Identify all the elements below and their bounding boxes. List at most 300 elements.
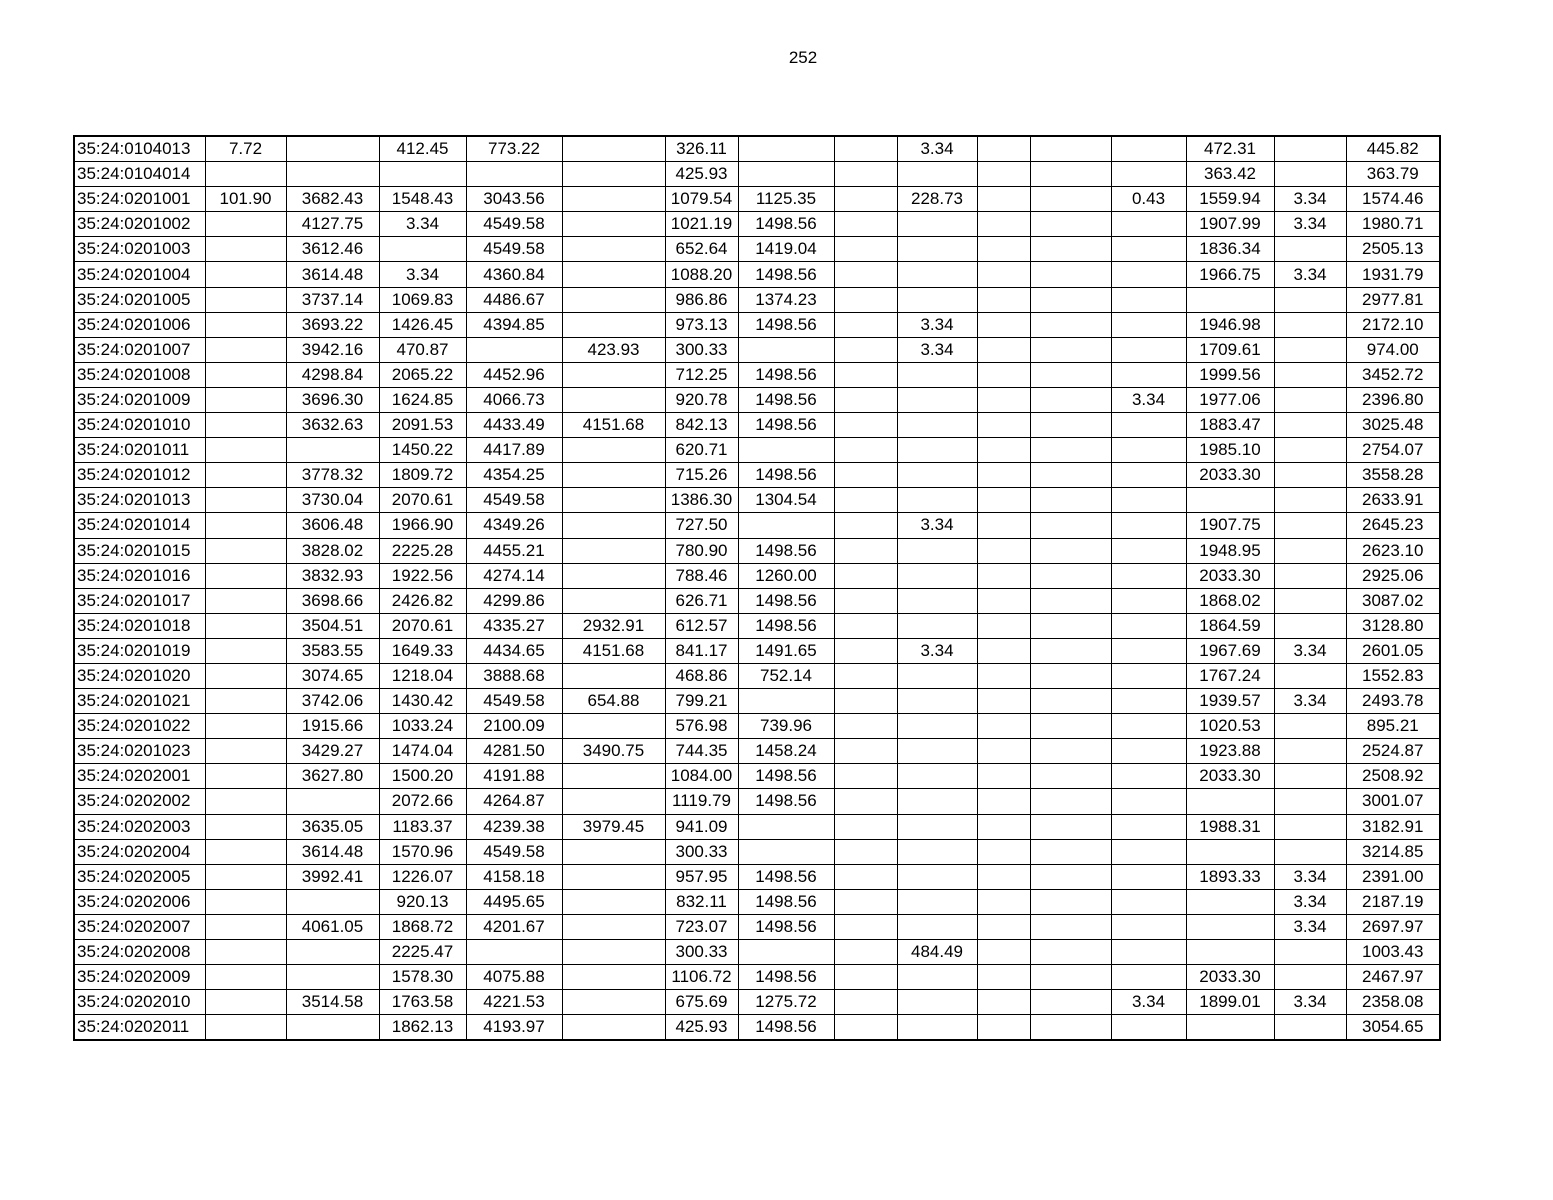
table-cell: 2524.87 [1346, 739, 1440, 764]
table-cell: 3.34 [1274, 889, 1346, 914]
table-cell: 752.14 [738, 663, 834, 688]
table-cell [286, 162, 379, 187]
table-cell [205, 839, 286, 864]
table-cell [1111, 413, 1186, 438]
table-cell [205, 387, 286, 412]
table-cell: 3682.43 [286, 187, 379, 212]
table-row [74, 965, 1440, 990]
table-cell: 2187.19 [1346, 889, 1440, 914]
table-cell: 4264.87 [466, 789, 562, 814]
table-row [74, 337, 1440, 362]
table-cell: 626.71 [665, 588, 738, 613]
table-cell [1274, 387, 1346, 412]
table-cell [1030, 588, 1111, 613]
table-cell: 1498.56 [738, 262, 834, 287]
table-cell: 4394.85 [466, 312, 562, 337]
table-cell [977, 889, 1030, 914]
table-cell: 1079.54 [665, 187, 738, 212]
table-cell: 1923.88 [1186, 739, 1274, 764]
table-cell [1186, 488, 1274, 513]
table-cell: 423.93 [562, 337, 665, 362]
table-cell [1274, 588, 1346, 613]
table-cell [205, 212, 286, 237]
table-cell: 2070.61 [379, 613, 466, 638]
table-cell [897, 965, 977, 990]
table-cell [1030, 237, 1111, 262]
table-cell [1274, 965, 1346, 990]
table-cell: 842.13 [665, 413, 738, 438]
table-cell: 2623.10 [1346, 538, 1440, 563]
table-cell [205, 588, 286, 613]
table-cell [562, 563, 665, 588]
table-cell [834, 990, 897, 1015]
table-cell: 4549.58 [466, 212, 562, 237]
cadastral-id-cell: 35:24:0201021 [74, 689, 205, 714]
table-cell [205, 513, 286, 538]
table-cell: 1498.56 [738, 764, 834, 789]
table-cell [977, 563, 1030, 588]
table-cell: 712.25 [665, 362, 738, 387]
cadastral-id-cell: 35:24:0202003 [74, 814, 205, 839]
table-cell [834, 689, 897, 714]
table-cell [1274, 814, 1346, 839]
cadastral-id-cell: 35:24:0202011 [74, 1015, 205, 1041]
cadastral-id-cell: 35:24:0202010 [74, 990, 205, 1015]
table-cell [1274, 764, 1346, 789]
table-cell: 1864.59 [1186, 613, 1274, 638]
table-cell: 7.72 [205, 136, 286, 162]
table-cell: 1966.75 [1186, 262, 1274, 287]
cadastral-id-cell: 35:24:0202008 [74, 940, 205, 965]
table-cell: 1883.47 [1186, 413, 1274, 438]
table-cell: 1868.02 [1186, 588, 1274, 613]
table-cell: 3074.65 [286, 663, 379, 688]
cadastral-id-cell: 35:24:0202007 [74, 914, 205, 939]
cadastral-id-cell: 35:24:0202005 [74, 864, 205, 889]
table-cell [1030, 914, 1111, 939]
table-row [74, 387, 1440, 412]
table-cell [1111, 513, 1186, 538]
table-row [74, 463, 1440, 488]
table-cell [1274, 613, 1346, 638]
table-cell [1111, 1015, 1186, 1041]
table-cell: 1498.56 [738, 588, 834, 613]
table-cell: 1862.13 [379, 1015, 466, 1041]
cadastral-id-cell: 35:24:0201022 [74, 714, 205, 739]
table-cell: 1033.24 [379, 714, 466, 739]
table-cell [1111, 312, 1186, 337]
table-cell: 3583.55 [286, 638, 379, 663]
table-cell: 4417.89 [466, 438, 562, 463]
table-cell: 468.86 [665, 663, 738, 688]
table-cell [977, 764, 1030, 789]
table-row [74, 312, 1440, 337]
table-cell [834, 739, 897, 764]
table-cell [897, 689, 977, 714]
table-cell [1111, 212, 1186, 237]
table-cell: 4434.65 [466, 638, 562, 663]
table-cell [562, 262, 665, 287]
table-cell: 425.93 [665, 1015, 738, 1041]
table-cell: 2633.91 [1346, 488, 1440, 513]
table-cell [834, 663, 897, 688]
table-cell [205, 914, 286, 939]
table-cell: 841.17 [665, 638, 738, 663]
table-cell [286, 438, 379, 463]
table-cell: 652.64 [665, 237, 738, 262]
table-cell [1111, 764, 1186, 789]
table-cell: 832.11 [665, 889, 738, 914]
table-cell [1030, 362, 1111, 387]
table-cell [834, 889, 897, 914]
table-row [74, 839, 1440, 864]
table-cell [1111, 663, 1186, 688]
table-cell [897, 488, 977, 513]
table-row [74, 262, 1440, 287]
table-cell [897, 714, 977, 739]
table-cell [1274, 714, 1346, 739]
cadastral-id-cell: 35:24:0202002 [74, 789, 205, 814]
table-cell: 3828.02 [286, 538, 379, 563]
table-cell [1030, 212, 1111, 237]
table-cell [562, 287, 665, 312]
table-cell [205, 864, 286, 889]
cadastral-id-cell: 35:24:0201002 [74, 212, 205, 237]
table-body [74, 136, 1440, 1040]
cadastral-id-cell: 35:24:0201020 [74, 663, 205, 688]
table-cell [205, 563, 286, 588]
table-cell: 3182.91 [1346, 814, 1440, 839]
table-cell [205, 463, 286, 488]
table-row [74, 212, 1440, 237]
table-cell: 3429.27 [286, 739, 379, 764]
table-cell [1274, 337, 1346, 362]
table-cell [1030, 563, 1111, 588]
table-cell: 4349.26 [466, 513, 562, 538]
table-cell [738, 839, 834, 864]
table-cell [1274, 663, 1346, 688]
table-cell [897, 814, 977, 839]
table-cell [834, 965, 897, 990]
table-cell: 1498.56 [738, 914, 834, 939]
table-cell: 2033.30 [1186, 965, 1274, 990]
table-cell [834, 212, 897, 237]
table-cell: 576.98 [665, 714, 738, 739]
table-row [74, 914, 1440, 939]
table-cell [834, 337, 897, 362]
table-cell [1111, 814, 1186, 839]
table-cell [977, 212, 1030, 237]
table-cell [834, 789, 897, 814]
table-cell: 1709.61 [1186, 337, 1274, 362]
table-cell: 1552.83 [1346, 663, 1440, 688]
cadastral-id-cell: 35:24:0201018 [74, 613, 205, 638]
table-cell [977, 362, 1030, 387]
table-cell: 1868.72 [379, 914, 466, 939]
table-cell: 472.31 [1186, 136, 1274, 162]
table-cell [897, 438, 977, 463]
cadastral-id-cell: 35:24:0201001 [74, 187, 205, 212]
table-row [74, 714, 1440, 739]
table-cell [834, 387, 897, 412]
table-cell [1111, 162, 1186, 187]
table-row [74, 162, 1440, 187]
table-cell: 3992.41 [286, 864, 379, 889]
table-cell [834, 237, 897, 262]
table-cell [834, 136, 897, 162]
table-row [74, 362, 1440, 387]
table-cell: 1985.10 [1186, 438, 1274, 463]
table-cell: 4151.68 [562, 638, 665, 663]
table-cell [834, 362, 897, 387]
cadastral-id-cell: 35:24:0201007 [74, 337, 205, 362]
table-cell: 4061.05 [286, 914, 379, 939]
table-cell: 445.82 [1346, 136, 1440, 162]
table-cell: 300.33 [665, 337, 738, 362]
table-cell [562, 187, 665, 212]
cadastral-id-cell: 35:24:0201014 [74, 513, 205, 538]
table-cell [1274, 162, 1346, 187]
table-cell [562, 362, 665, 387]
table-cell: 920.13 [379, 889, 466, 914]
table-cell: 920.78 [665, 387, 738, 412]
table-cell [1111, 262, 1186, 287]
table-cell [738, 438, 834, 463]
table-cell: 3.34 [1274, 187, 1346, 212]
table-cell: 3614.48 [286, 262, 379, 287]
table-cell [834, 764, 897, 789]
cadastral-id-cell: 35:24:0104014 [74, 162, 205, 187]
table-cell [205, 990, 286, 1015]
table-cell: 2977.81 [1346, 287, 1440, 312]
cadastral-id-cell: 35:24:0201023 [74, 739, 205, 764]
table-cell [897, 563, 977, 588]
table-cell [1274, 839, 1346, 864]
table-cell [562, 1015, 665, 1041]
table-cell: 4549.58 [466, 237, 562, 262]
table-row [74, 187, 1440, 212]
table-cell: 780.90 [665, 538, 738, 563]
table-cell: 3.34 [897, 136, 977, 162]
table-cell [738, 337, 834, 362]
table-cell [562, 312, 665, 337]
table-cell [286, 1015, 379, 1041]
table-cell: 3737.14 [286, 287, 379, 312]
table-cell [1030, 663, 1111, 688]
table-cell [205, 438, 286, 463]
table-cell [1111, 463, 1186, 488]
table-row [74, 739, 1440, 764]
table-cell [977, 312, 1030, 337]
table-cell [1186, 914, 1274, 939]
table-row [74, 990, 1440, 1015]
table-cell: 744.35 [665, 739, 738, 764]
table-cell: 1498.56 [738, 463, 834, 488]
table-cell [977, 689, 1030, 714]
table-cell [1274, 488, 1346, 513]
table-cell [834, 513, 897, 538]
table-cell [897, 764, 977, 789]
table-cell: 654.88 [562, 689, 665, 714]
table-cell: 1088.20 [665, 262, 738, 287]
table-cell: 4066.73 [466, 387, 562, 412]
table-cell: 2396.80 [1346, 387, 1440, 412]
table-row [74, 663, 1440, 688]
table-cell [834, 438, 897, 463]
table-cell: 1578.30 [379, 965, 466, 990]
table-cell: 1430.42 [379, 689, 466, 714]
table-cell [1030, 538, 1111, 563]
table-cell [205, 889, 286, 914]
table-cell [379, 237, 466, 262]
table-cell: 2225.47 [379, 940, 466, 965]
table-cell [1030, 463, 1111, 488]
table-cell: 1767.24 [1186, 663, 1274, 688]
table-cell: 1498.56 [738, 312, 834, 337]
table-cell: 3504.51 [286, 613, 379, 638]
table-cell: 3514.58 [286, 990, 379, 1015]
table-cell [1030, 689, 1111, 714]
table-row [74, 689, 1440, 714]
table-cell: 3742.06 [286, 689, 379, 714]
cadastral-id-cell: 35:24:0201005 [74, 287, 205, 312]
table-cell [977, 187, 1030, 212]
table-cell [562, 940, 665, 965]
table-cell [1274, 513, 1346, 538]
table-cell: 2070.61 [379, 488, 466, 513]
table-cell: 4221.53 [466, 990, 562, 1015]
table-cell [1111, 714, 1186, 739]
table-cell [1030, 162, 1111, 187]
table-cell: 4239.38 [466, 814, 562, 839]
table-cell [977, 613, 1030, 638]
table-cell [1030, 965, 1111, 990]
table-cell [977, 287, 1030, 312]
table-cell [977, 789, 1030, 814]
table-cell: 425.93 [665, 162, 738, 187]
table-cell [834, 638, 897, 663]
table-cell: 412.45 [379, 136, 466, 162]
table-cell: 3025.48 [1346, 413, 1440, 438]
table-cell [1111, 864, 1186, 889]
table-row [74, 764, 1440, 789]
table-cell: 3087.02 [1346, 588, 1440, 613]
table-cell: 4151.68 [562, 413, 665, 438]
table-cell: 675.69 [665, 990, 738, 1015]
table-cell [834, 287, 897, 312]
table-cell [1274, 789, 1346, 814]
table-cell: 941.09 [665, 814, 738, 839]
table-cell [1111, 789, 1186, 814]
table-cell: 1069.83 [379, 287, 466, 312]
table-cell [897, 914, 977, 939]
table-cell [834, 1015, 897, 1041]
table-cell [562, 538, 665, 563]
table-cell [977, 413, 1030, 438]
table-cell [205, 337, 286, 362]
table-cell: 1374.23 [738, 287, 834, 312]
table-cell: 1624.85 [379, 387, 466, 412]
table-row [74, 488, 1440, 513]
table-cell [1111, 638, 1186, 663]
table-cell [834, 914, 897, 939]
table-cell: 3696.30 [286, 387, 379, 412]
table-cell [562, 387, 665, 412]
table-cell [1111, 739, 1186, 764]
table-cell: 4335.27 [466, 613, 562, 638]
table-cell: 3942.16 [286, 337, 379, 362]
table-cell: 1948.95 [1186, 538, 1274, 563]
table-cell [834, 613, 897, 638]
table-cell [1111, 689, 1186, 714]
table-cell [562, 990, 665, 1015]
table-cell: 715.26 [665, 463, 738, 488]
table-cell [1030, 839, 1111, 864]
table-cell [1274, 563, 1346, 588]
table-cell: 4158.18 [466, 864, 562, 889]
table-cell [1111, 563, 1186, 588]
table-cell [562, 914, 665, 939]
table-cell [1030, 613, 1111, 638]
table-cell: 1548.43 [379, 187, 466, 212]
table-cell: 1907.75 [1186, 513, 1274, 538]
table-cell: 2645.23 [1346, 513, 1440, 538]
table-cell: 1498.56 [738, 212, 834, 237]
table-cell [205, 237, 286, 262]
table-cell: 4452.96 [466, 362, 562, 387]
table-cell [1186, 839, 1274, 864]
table-cell: 3693.22 [286, 312, 379, 337]
table-cell [897, 739, 977, 764]
table-cell [205, 312, 286, 337]
table-cell [977, 864, 1030, 889]
table-cell: 1498.56 [738, 1015, 834, 1041]
table-cell: 1931.79 [1346, 262, 1440, 287]
table-cell [205, 940, 286, 965]
cadastral-id-cell: 35:24:0202004 [74, 839, 205, 864]
table-cell: 3.34 [1111, 990, 1186, 1015]
table-cell [738, 136, 834, 162]
table-cell [977, 739, 1030, 764]
table-cell: 2033.30 [1186, 463, 1274, 488]
table-cell: 1809.72 [379, 463, 466, 488]
table-cell: 1021.19 [665, 212, 738, 237]
table-cell: 1915.66 [286, 714, 379, 739]
table-cell [1030, 136, 1111, 162]
table-cell [977, 538, 1030, 563]
table-cell [1030, 1015, 1111, 1041]
table-cell [1030, 739, 1111, 764]
table-cell [1274, 136, 1346, 162]
table-cell: 1474.04 [379, 739, 466, 764]
table-cell [1030, 513, 1111, 538]
table-cell [897, 864, 977, 889]
table-cell: 1988.31 [1186, 814, 1274, 839]
table-cell [205, 965, 286, 990]
table-cell: 2601.05 [1346, 638, 1440, 663]
table-cell [977, 387, 1030, 412]
table-row [74, 814, 1440, 839]
table-cell [205, 262, 286, 287]
table-cell [205, 538, 286, 563]
table-cell [977, 237, 1030, 262]
table-cell: 2172.10 [1346, 312, 1440, 337]
table-cell [834, 864, 897, 889]
table-cell [1111, 965, 1186, 990]
table-cell: 3490.75 [562, 739, 665, 764]
table-cell [1274, 413, 1346, 438]
table-row [74, 136, 1440, 162]
